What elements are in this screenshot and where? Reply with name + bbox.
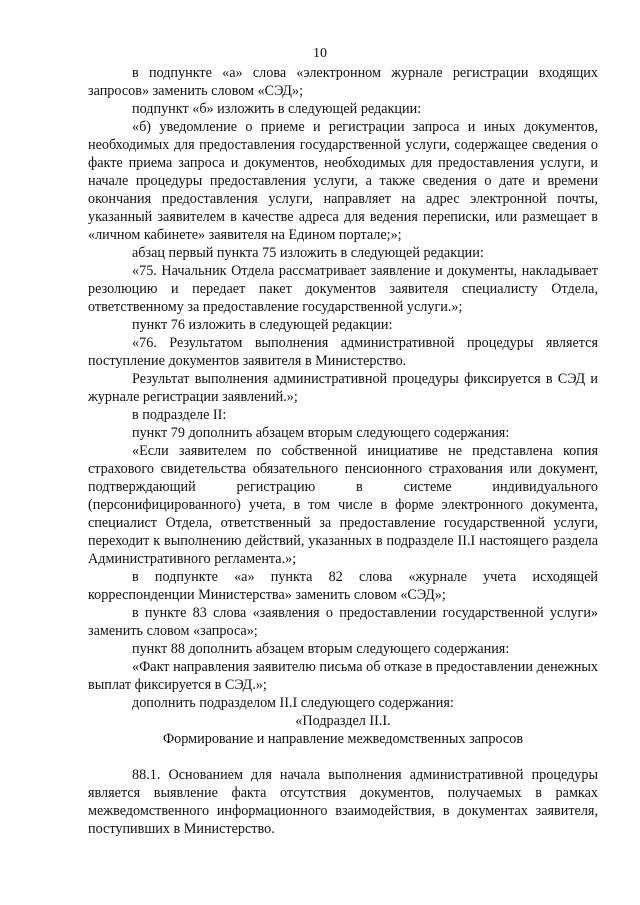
paragraph: 88.1. Основанием для начала выполнения административной процедуры является выявление факта отсутствия документов, получаемых в рамках межведомственного информационного взаимодействия, в документах заявителя, поступивших в Министерство.: [88, 767, 598, 837]
paragraph: в подпункте «а» слова «электронном журнале регистрации входящих запросов» заменить словом «СЭД»;: [88, 65, 598, 99]
paragraph: в подпункте «а» пункта 82 слова «журнале учета исходящей корреспонденции Министерства» заменить словом «СЭД»;: [88, 569, 598, 603]
paragraph: «Если заявителем по собственной инициативе не представлена копия страхового свидетельства обязательного пенсионного страхования или документ, подтверждающий регистрацию в системе индивидуального (персонифицированного) учета, в том числе в форме электронного документа, специалист Отдела, ответственный за предоставление государственной услуги, переходит к выполнению действий, указанных в подразделе II.I настоящего раздела Административного регламента.»;: [88, 443, 598, 567]
paragraph: Результат выполнения административной процедуры фиксируется в СЭД и журнале регистрации заявлений.»;: [88, 371, 598, 405]
subsection-title: Формирование и направление межведомственных запросов: [162, 731, 524, 747]
paragraph: подпункт «б» изложить в следующей редакции:: [132, 101, 422, 117]
paragraph: дополнить подразделом II.I следующего содержания:: [132, 695, 454, 711]
paragraph: пункт 76 изложить в следующей редакции:: [132, 317, 393, 333]
paragraph: «75. Начальник Отдела рассматривает заявление и документы, накладывает резолюцию и передает пакет документов заявителя специалисту Отдела, ответственному за предоставление государственной услуги.»;: [88, 263, 598, 315]
page-number: 10: [313, 46, 327, 61]
paragraph: «Факт направления заявителю письма об отказе в предоставлении денежных выплат фиксируется в СЭД.»;: [88, 659, 598, 693]
paragraph: абзац первый пункта 75 изложить в следующей редакции:: [132, 245, 484, 261]
paragraph: в подразделе II:: [132, 407, 227, 423]
document-body: [88, 64, 598, 838]
paragraph: «76. Результатом выполнения административной процедуры является поступление документов заявителя в Министерство.: [88, 335, 598, 369]
paragraph: пункт 88 дополнить абзацем вторым следующего содержания:: [132, 641, 510, 657]
paragraph: «б) уведомление о приеме и регистрации запроса и иных документов, необходимых для предоставления государственной услуги, содержащее сведения о факте приема запроса и документов, необходимых для предоставления услуги, и начале процедуры предоставления услуги, а также сведения о дате и времени окончания предоставления услуги, направляет на адрес электронной почты, указанный заявителем в качестве адреса для ведения переписки, или размещает в «личном кабинете» заявителя на Едином портале;»;: [88, 119, 598, 243]
subsection-heading: «Подраздел II.I.: [295, 713, 391, 729]
paragraph: пункт 79 дополнить абзацем вторым следующего содержания:: [132, 425, 510, 441]
paragraph: в пункте 83 слова «заявления о предоставлении государственной услуги» заменить словом «запроса»;: [88, 605, 598, 639]
